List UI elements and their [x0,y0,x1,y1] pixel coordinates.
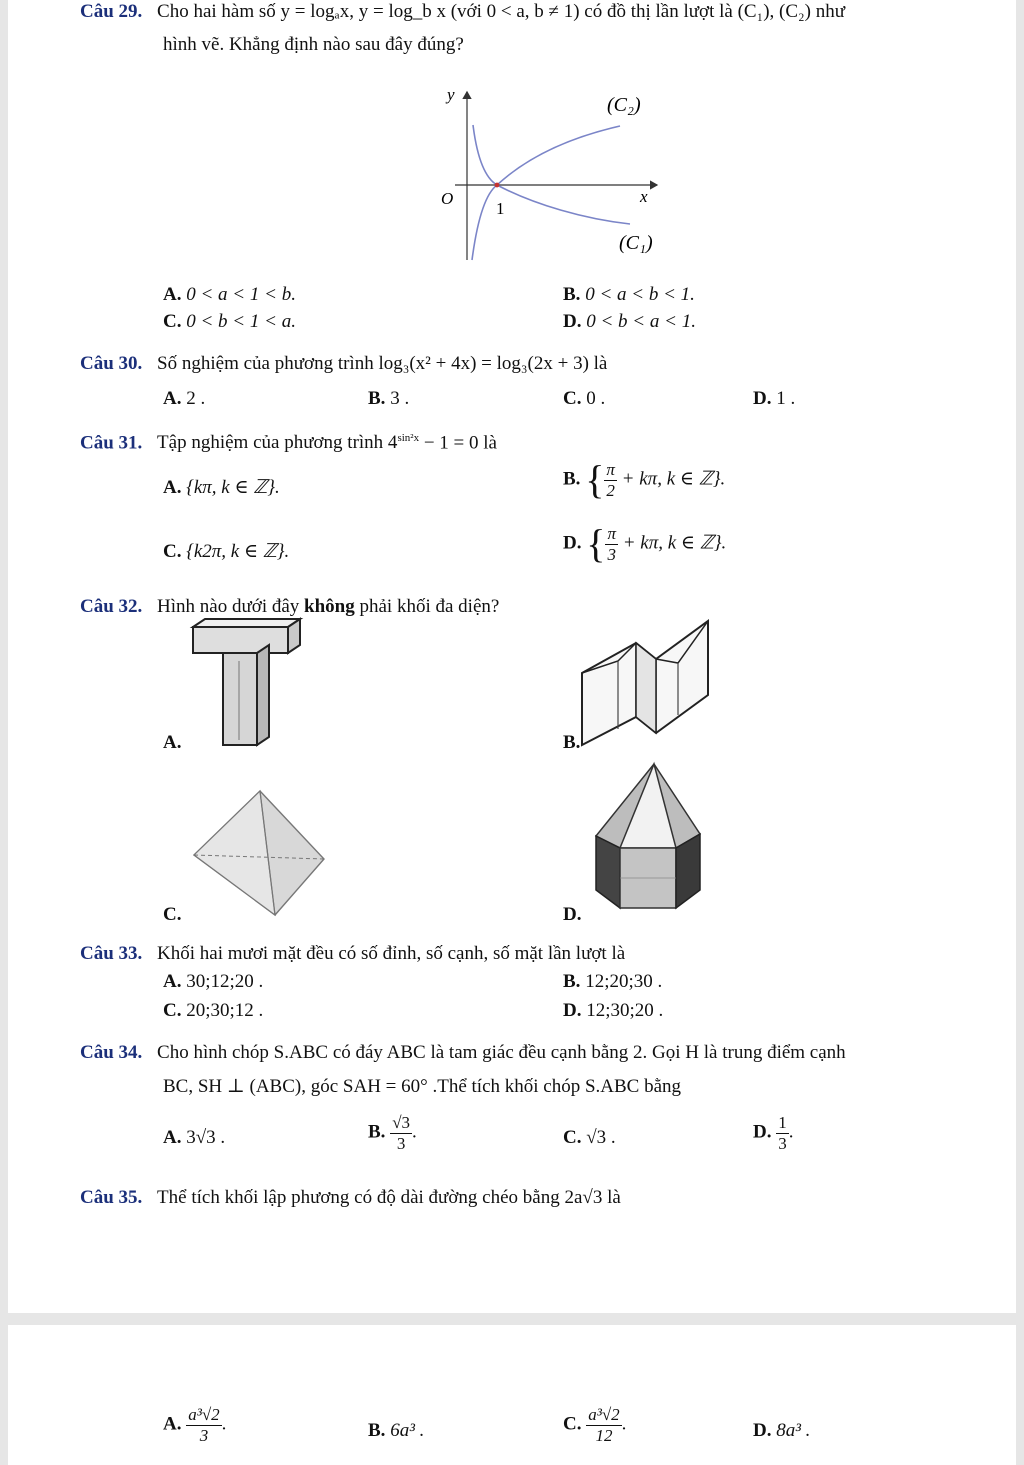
option-a[interactable] [163,971,263,994]
option-label: D. [563,532,582,554]
numerator: π [607,524,616,543]
curve-c2 [472,126,620,260]
option-text: {kπ, k ∈ ℤ}. [186,477,280,498]
option-b[interactable] [368,1113,417,1153]
question-stem-bold: không [304,596,355,617]
brace: { [585,457,605,503]
option-text: 12;20;30 . [585,971,663,992]
figure-c-label[interactable] [163,904,181,927]
figure-d-label[interactable] [563,904,581,927]
option-c[interactable] [163,1000,263,1023]
brace: { [586,521,606,567]
question-label: Câu 30. [80,353,143,374]
option-a[interactable] [163,284,296,307]
option-label: C. [163,904,182,925]
option-c[interactable] [563,388,605,411]
option-label: C. [163,541,182,562]
option-label: B. [563,971,581,992]
option-text: + kπ, k ∈ ℤ}. [622,532,727,554]
fraction [186,1405,221,1445]
numerator: π [606,460,615,479]
question-33 [80,943,625,966]
option-b[interactable] [563,971,662,994]
option-text: 20;30;12 . [186,1000,264,1021]
option-text: 6a³ . [390,1420,425,1441]
question-30 [80,353,607,376]
denominator: 2 [606,480,615,500]
question-35 [80,1187,621,1210]
option-label: A. [163,477,182,498]
option-label: C. [563,388,582,409]
question-stem-cont: BC, SH ⊥ (ABC), góc SAH = 60° .Thể tích khối chóp S.ABC bằng [163,1076,682,1097]
option-text: 0 < a < b < 1. [585,284,695,305]
option-label: C. [163,1000,182,1021]
fraction [776,1113,789,1153]
intersection-point [495,183,500,188]
question-label: Câu 29. [80,1,143,22]
question-34 [80,1042,846,1065]
option-a[interactable] [163,1405,226,1445]
question-stem: Hình nào dưới đây [157,596,305,617]
option-text: 30;12;20 . [186,971,264,992]
option-text: {k2π, k ∈ ℤ}. [186,541,290,562]
figure-a-t-shape [185,615,310,750]
option-label: A. [163,1127,182,1148]
option-b[interactable] [563,457,726,503]
question-label: Câu 32. [80,596,143,617]
fraction [586,1405,621,1445]
option-d[interactable] [563,521,727,567]
option-text: . [221,1413,227,1435]
option-label: B. [563,732,581,753]
option-label: D. [753,388,772,409]
question-stem: Cho hai hàm số y = logₐx, y = log_b x (với 0 < a, b ≠ 1) có đồ thị lần lượt là (C₁), (C₂) như [157,1,846,22]
option-d[interactable] [753,1113,793,1153]
option-c[interactable] [163,311,296,334]
fraction [604,460,617,500]
question-stem: Tập nghiệm của phương trình 4 [157,432,398,454]
option-text: . [621,1413,627,1435]
page-sheet-2 [8,1325,1016,1465]
question-31 [80,432,497,455]
y-axis-label: y [447,85,455,104]
question-stem-end: phải khối đa diện? [354,596,500,617]
option-text: 8a³ . [776,1420,811,1441]
option-label: A. [163,971,182,992]
option-text: 3 . [390,388,410,409]
option-a[interactable] [163,388,205,411]
option-text: 0 < b < 1 < a. [186,311,296,332]
denominator: 12 [595,1425,613,1445]
fraction [390,1113,412,1153]
option-label: C. [563,1413,582,1435]
option-c[interactable] [563,1127,616,1150]
option-label: C. [163,311,182,332]
option-label: B. [368,388,386,409]
figure-d-prism-pyramid [590,760,705,915]
question-label: Câu 31. [80,432,143,454]
option-text: + kπ, k ∈ ℤ}. [621,468,726,490]
question-stem: Cho hình chóp S.ABC có đáy ABC là tam giác đều cạnh bằng 2. Gọi H là trung điểm cạnh [157,1042,846,1063]
denominator: 3 [778,1133,787,1153]
option-label: D. [753,1420,772,1441]
numerator: a³√2 [588,1405,620,1424]
option-label: D. [563,904,582,925]
option-a[interactable] [163,1127,225,1150]
option-b[interactable] [368,388,409,411]
option-text: 0 < a < 1 < b. [186,284,296,305]
denominator: 3 [396,1133,406,1153]
question-stem: Thể tích khối lập phương có độ dài đường chéo bằng 2a√3 là [157,1187,621,1208]
option-d[interactable] [563,1000,663,1023]
option-label: A. [163,732,182,753]
option-text: 0 . [586,388,606,409]
log-graph [425,82,675,264]
figure-b-folded-prism [578,615,713,750]
option-c[interactable] [163,541,289,564]
question-stem-cont: hình vẽ. Khẳng định nào sau đây đúng? [163,34,464,55]
option-text: √3 . [586,1127,616,1148]
numerator: √3 [392,1113,411,1132]
fraction [605,524,618,564]
option-label: D. [753,1121,772,1143]
option-d[interactable] [753,388,795,411]
option-label: B. [563,468,581,490]
option-text: 0 < b < a < 1. [586,311,696,332]
option-d[interactable] [753,1420,810,1443]
option-label: D. [563,1000,582,1021]
option-label: B. [368,1121,386,1143]
question-label: Câu 33. [80,943,143,964]
x-axis-label: x [640,187,648,206]
option-label: D. [563,311,582,332]
option-text: 2 . [186,388,206,409]
option-label: C. [563,1127,582,1148]
question-stem: Khối hai mươi mặt đều có số đỉnh, số cạnh, số mặt lần lượt là [157,943,626,964]
option-label: A. [163,1413,182,1435]
tick-label-one: 1 [496,199,505,218]
option-label: A. [163,388,182,409]
option-label: B. [563,284,581,305]
numerator: a³√2 [188,1405,220,1424]
c1-label: (C₁) [619,232,653,254]
question-exponent: sin²x [397,432,420,444]
option-a[interactable] [163,477,280,500]
figure-b-label[interactable] [563,732,580,755]
option-b[interactable] [563,284,695,307]
option-text: 12;30;20 . [586,1000,664,1021]
c2-label: (C₂) [607,94,641,116]
numerator: 1 [778,1113,787,1132]
option-text: 1 . [776,388,796,409]
option-label: B. [368,1420,386,1441]
figure-c-octahedron [190,787,330,917]
option-c[interactable] [563,1405,626,1445]
option-text: . [788,1121,794,1143]
option-b[interactable] [368,1420,424,1443]
question-label: Câu 35. [80,1187,143,1208]
denominator: 3 [199,1425,209,1445]
option-label: A. [163,284,182,305]
question-29 [80,1,845,24]
option-text: 3√3 . [186,1127,226,1148]
denominator: 3 [607,544,616,564]
question-stem-end: − 1 = 0 là [419,432,497,454]
option-text: . [412,1121,417,1143]
option-d[interactable] [563,311,696,334]
origin-label: O [441,189,454,208]
question-label: Câu 34. [80,1042,143,1063]
figure-a-label[interactable] [163,732,181,755]
question-stem: Số nghiệm của phương trình log₃(x² + 4x) = log₃(2x + 3) là [157,353,608,374]
